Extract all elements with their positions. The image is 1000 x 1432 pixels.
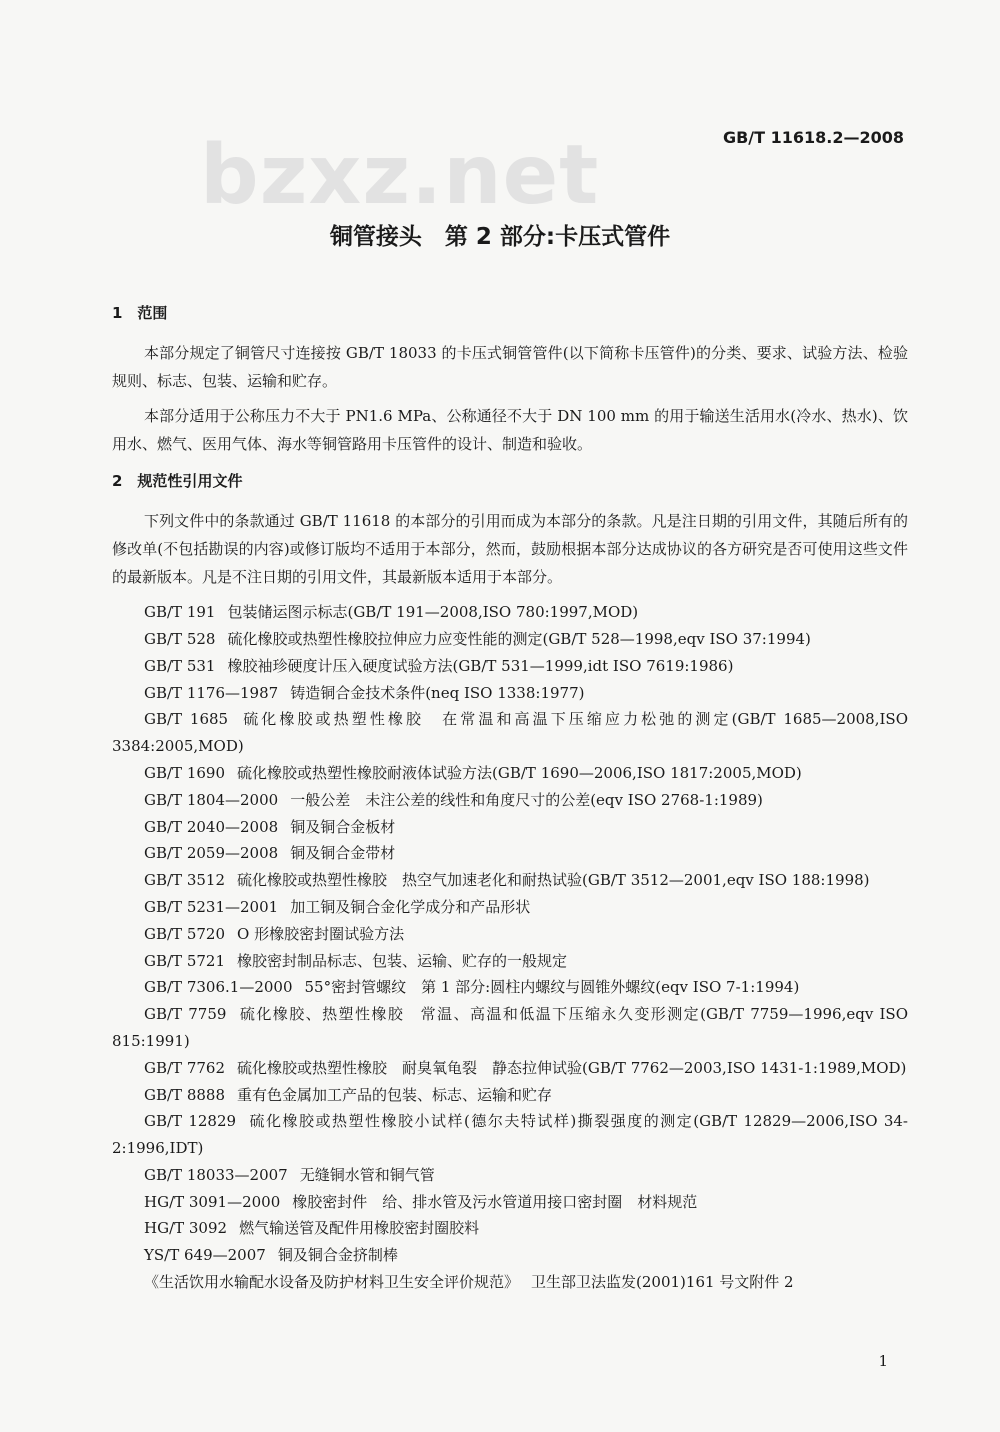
reference-item bbox=[112, 1215, 908, 1242]
reference-title: 燃气输送管及配件用橡胶密封圈胶料 bbox=[239, 1219, 480, 1238]
reference-item bbox=[112, 894, 908, 921]
reference-code: GB/T 531 bbox=[144, 656, 216, 675]
reference-code: GB/T 1176—1987 bbox=[144, 683, 279, 702]
reference-item bbox=[112, 1269, 908, 1296]
reference-item bbox=[112, 1108, 908, 1162]
reference-item bbox=[112, 706, 908, 760]
reference-title: 硫化橡胶、热塑性橡胶 常温、高温和低温下压缩永久变形测定(GB/T 7759—1996,eqv ISO 815:1991) bbox=[112, 1005, 908, 1050]
reference-title: 卫生部卫法监发(2001)161 号文附件 2 bbox=[531, 1273, 794, 1292]
reference-title: 55°密封管螺纹 第 1 部分:圆柱内螺纹与圆锥外螺纹(eqv ISO 7-1:1994) bbox=[304, 978, 800, 997]
paragraph: 本部分适用于公称压力不大于 PN1.6 MPa、公称通径不大于 DN 100 mm 的用于输送生活用水(冷水、热水)、饮用水、燃气、医用气体、海水等铜管路用卡压管件的设计、制造和验收。 bbox=[112, 407, 908, 453]
section-normative-references bbox=[112, 466, 908, 1296]
reference-title: 硫化橡胶或热塑性橡胶 耐臭氧龟裂 静态拉伸试验(GB/T 7762—2003,ISO 1431-1:1989,MOD) bbox=[237, 1058, 907, 1077]
page-number: 1 bbox=[878, 1352, 888, 1370]
reference-code: GB/T 12829 bbox=[144, 1112, 237, 1131]
reference-title: 加工铜及铜合金化学成分和产品形状 bbox=[290, 897, 531, 916]
reference-code: GB/T 7306.1—2000 bbox=[144, 978, 293, 997]
section-heading: 1 范围 bbox=[112, 304, 168, 322]
reference-code: GB/T 5720 bbox=[144, 924, 226, 943]
reference-item bbox=[112, 1189, 908, 1216]
reference-title: 硫化橡胶或热塑性橡胶 热空气加速老化和耐热试验(GB/T 3512—2001,eqv ISO 188:1998) bbox=[237, 871, 870, 890]
reference-item bbox=[112, 760, 908, 787]
reference-code: GB/T 1804—2000 bbox=[144, 790, 279, 809]
reference-item bbox=[112, 653, 908, 680]
reference-code: GB/T 191 bbox=[144, 603, 216, 622]
watermark: bzxz.net bbox=[200, 128, 600, 223]
reference-code: HG/T 3091—2000 bbox=[144, 1192, 281, 1211]
reference-item bbox=[112, 1082, 908, 1109]
reference-item bbox=[112, 787, 908, 814]
reference-item bbox=[112, 599, 908, 626]
reference-code: GB/T 1685 bbox=[144, 710, 229, 729]
reference-item bbox=[112, 1055, 908, 1082]
document-body bbox=[112, 298, 908, 1296]
reference-code: GB/T 3512 bbox=[144, 871, 226, 890]
reference-title: 橡胶密封制品标志、包装、运输、贮存的一般规定 bbox=[237, 951, 568, 970]
reference-title: 重有色金属加工产品的包装、标志、运输和贮存 bbox=[237, 1085, 553, 1104]
paragraph: 下列文件中的条款通过 GB/T 11618 的本部分的引用而成为本部分的条款。凡是注日期的引用文件，其随后所有的修改单(不包括勘误的内容)或修订版均不适用于本部分，然而，鼓励根据本部分达成协议的各方研究是否可使用这些文件的最新版本。凡是不注日期的引用文件，其最新版本适用于本部分。 bbox=[112, 512, 908, 586]
reference-code: GB/T 528 bbox=[144, 629, 216, 648]
reference-title: 无缝铜水管和铜气管 bbox=[299, 1165, 435, 1184]
reference-item bbox=[112, 948, 908, 975]
paragraph: 本部分规定了铜管尺寸连接按 GB/T 18033 的卡压式铜管管件(以下简称卡压管件)的分类、要求、试验方法、检验规则、标志、包装、运输和贮存。 bbox=[112, 344, 908, 390]
reference-code: GB/T 7762 bbox=[144, 1058, 226, 1077]
reference-title: 橡胶袖珍硬度计压入硬度试验方法(GB/T 531—1999,idt ISO 7619:1986) bbox=[227, 656, 734, 675]
reference-code: GB/T 5721 bbox=[144, 951, 226, 970]
reference-code: YS/T 649—2007 bbox=[144, 1246, 266, 1265]
reference-code: GB/T 2059—2008 bbox=[144, 844, 279, 863]
reference-item bbox=[112, 1001, 908, 1055]
reference-item bbox=[112, 626, 908, 653]
reference-title: 包装储运图示标志(GB/T 191—2008,ISO 780:1997,MOD) bbox=[227, 603, 639, 622]
reference-title: O 形橡胶密封圈试验方法 bbox=[237, 924, 405, 943]
section-scope bbox=[112, 298, 908, 458]
reference-code: 《生活饮用水输配水设备及防护材料卫生安全评价规范》 bbox=[144, 1273, 520, 1292]
section-heading: 2 规范性引用文件 bbox=[112, 472, 243, 491]
reference-item bbox=[112, 1242, 908, 1269]
reference-title: 一般公差 未注公差的线性和角度尺寸的公差(eqv ISO 2768-1:1989) bbox=[290, 790, 763, 809]
reference-code: GB/T 8888 bbox=[144, 1085, 226, 1104]
reference-title: 硫化橡胶或热塑性橡胶拉伸应力应变性能的测定(GB/T 528—1998,eqv ISO 37:1994) bbox=[227, 629, 811, 648]
standard-number: GB/T 11618.2—2008 bbox=[722, 128, 904, 147]
reference-title: 硫化橡胶或热塑性橡胶耐液体试验方法(GB/T 1690—2006,ISO 1817:2005,MOD) bbox=[237, 763, 802, 782]
reference-title: 铜及铜合金带材 bbox=[290, 844, 396, 863]
reference-title: 铜及铜合金板材 bbox=[290, 817, 396, 836]
reference-item bbox=[112, 867, 908, 894]
reference-code: GB/T 18033—2007 bbox=[144, 1165, 288, 1184]
reference-item bbox=[112, 1162, 908, 1189]
reference-item bbox=[112, 921, 908, 948]
reference-title: 铸造铜合金技术条件(neq ISO 1338:1977) bbox=[290, 683, 585, 702]
document-title: 铜管接头 第 2 部分:卡压式管件 bbox=[329, 224, 671, 250]
reference-title: 橡胶密封件 给、排水管及污水管道用接口密封圈 材料规范 bbox=[292, 1192, 698, 1211]
reference-code: HG/T 3092 bbox=[144, 1219, 228, 1238]
reference-list bbox=[112, 599, 908, 1296]
reference-item bbox=[112, 974, 908, 1001]
reference-item bbox=[112, 680, 908, 707]
reference-title: 铜及铜合金挤制棒 bbox=[277, 1246, 398, 1265]
reference-item bbox=[112, 814, 908, 841]
reference-code: GB/T 7759 bbox=[144, 1005, 227, 1024]
reference-code: GB/T 5231—2001 bbox=[144, 897, 279, 916]
reference-item bbox=[112, 840, 908, 867]
reference-code: GB/T 1690 bbox=[144, 763, 226, 782]
reference-code: GB/T 2040—2008 bbox=[144, 817, 279, 836]
reference-title: 硫化橡胶或热塑性橡胶小试样(德尔夫特试样)撕裂强度的测定(GB/T 12829—2006,ISO 34-2:1996,IDT) bbox=[112, 1112, 908, 1158]
reference-title: 硫化橡胶或热塑性橡胶 在常温和高温下压缩应力松弛的测定(GB/T 1685—2008,ISO 3384:2005,MOD) bbox=[112, 710, 908, 756]
